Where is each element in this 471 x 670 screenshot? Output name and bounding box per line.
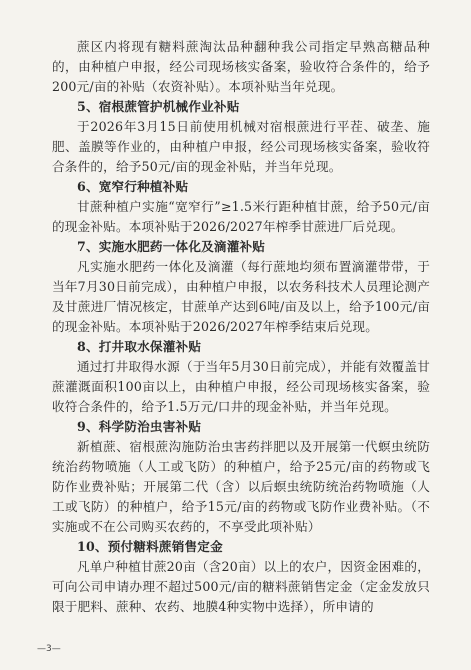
- paragraph-section-10: 凡单户种植甘蔗20亩（含20亩）以上的农户，因资金困难的，可向公司申请办理不超过500元/亩的糖料蔗销售定金（定金发放只限于肥料、蔗种、农药、地膜4种实物中选择），所申请的: [52, 559, 430, 614]
- page-number: —3—: [37, 644, 61, 654]
- paragraph-section-7: 凡实施水肥药一体化及滴灌（每行蔗地均须布置滴灌带带，于当年7月30日前完成），由种植户申报，以农务科技术人员理论测产及甘蔗进厂情况核定，甘蔗单产达到6吨/亩及以上，给予100元/亩的现金补贴。本项补贴于2026/2027年榨季结束后兑现。: [52, 259, 430, 334]
- heading-section-5: 5、宿根蔗管护机械作业补贴: [77, 99, 240, 114]
- paragraph-variety-subsidy: 蔗区内将现有糖料蔗淘汰品种翻种我公司指定早熟高糖品种的，由种植户申报，经公司现场核实备案，验收符合条件的，给予200元/亩的补贴（农资补贴）。本项补贴当年兑现。: [52, 39, 430, 94]
- heading-section-9: 9、科学防治虫害补贴: [77, 419, 202, 434]
- heading-section-8: 8、打井取水保灌补贴: [77, 339, 202, 354]
- paragraph-section-6: 甘蔗种植户实施“宽窄行”≥1.5米行距种植甘蔗，给予50元/亩的现金补贴。本项补贴于2026/2027年榨季甘蔗进厂后兑现。: [52, 199, 430, 234]
- heading-section-10: 10、预付糖料蔗销售定金: [77, 539, 223, 554]
- paragraph-section-9: 新植蔗、宿根蔗沟施防治虫害药拌肥以及开展第一代螟虫统防统治药物喷施（人工或飞防）的种植户，给予25元/亩的药物或飞防作业费补贴；开展第二代（含）以后螟虫统防统治药物喷施（人工或飞防）的种植户，给予15元/亩的药物或飞防作业费补贴。（不实施或不在公司购买农药的，不享受此项补贴）: [52, 439, 430, 534]
- document-body: [52, 37, 430, 617]
- paragraph-section-8: 通过打井取得水源（于当年5月30日前完成），并能有效覆盖甘蔗灌溉面积100亩以上，由种植户申报，经公司现场核实备案，验收符合条件的，给予1.5万元/口井的现金补贴，并当年兑现。: [52, 359, 430, 414]
- heading-section-6: 6、宽窄行种植补贴: [77, 179, 189, 194]
- heading-section-7: 7、实施水肥药一体化及滴灌补贴: [77, 239, 266, 254]
- paragraph-section-5: 于2026年3月15日前使用机械对宿根蔗进行平茬、破垄、施肥、盖膜等作业的，由种植户申报，经公司现场核实备案，验收符合条件的，给予50元/亩的现金补贴，并当年兑现。: [52, 119, 430, 174]
